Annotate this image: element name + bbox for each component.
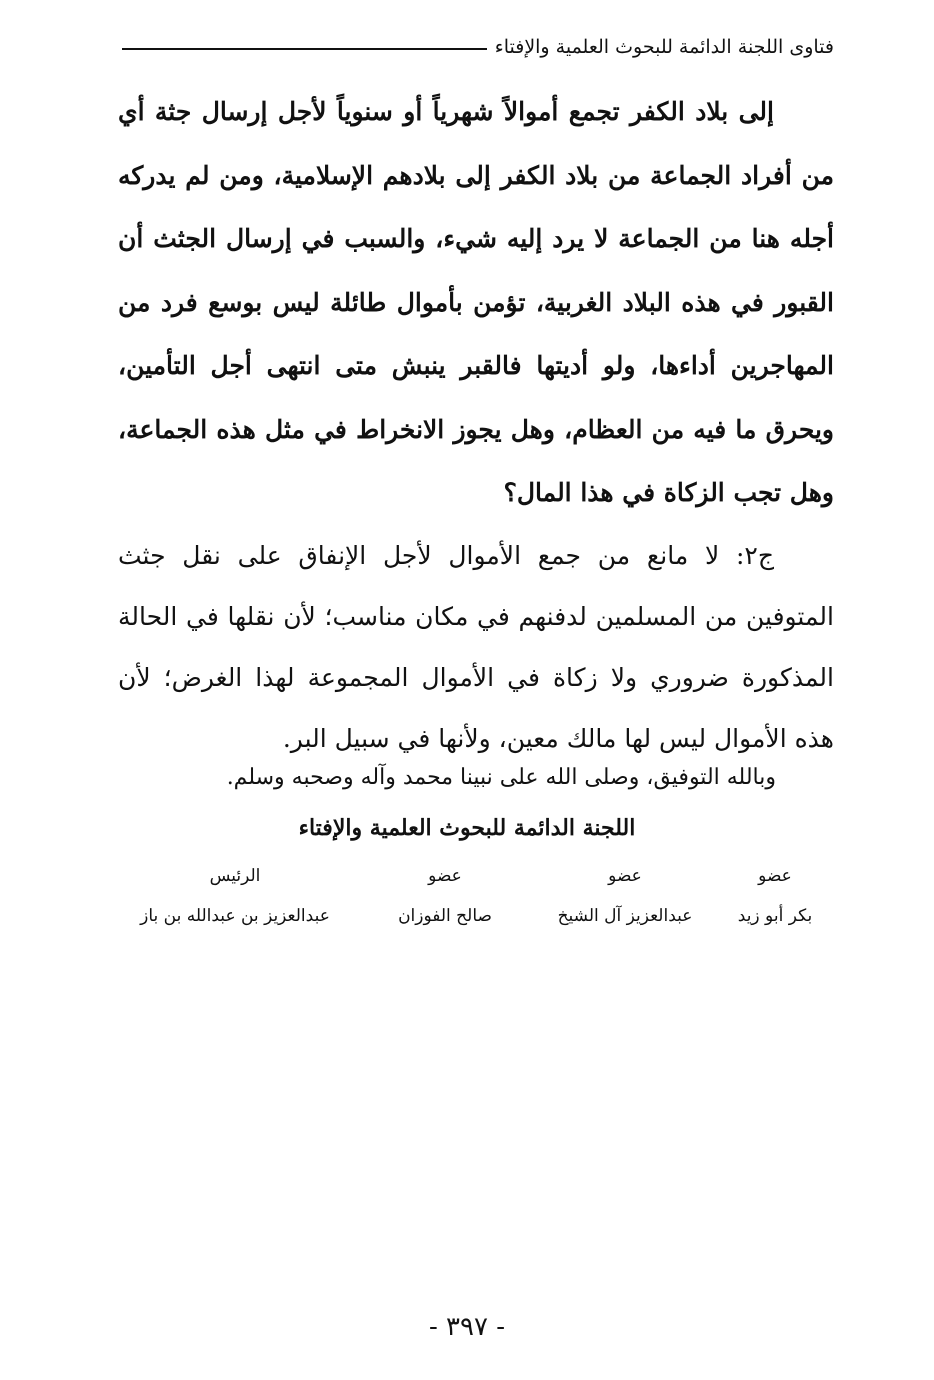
committee-name: اللجنة الدائمة للبحوث العلمية والإفتاء: [298, 815, 636, 841]
signatory-name: عبدالعزيز آل الشيخ: [557, 906, 693, 926]
signatory-role: عضو: [428, 866, 462, 886]
closing-prayer: وبالله التوفيق، وصلى الله على نبينا محمد وآله وصحبه وسلم.: [226, 765, 776, 790]
signatory-names: [130, 906, 820, 926]
question-text: إلى بلاد الكفر تجمع أموالاً شهرياً أو سنوياً لأجل إرسال جثة أي من أفراد الجماعة من بلاد الكفر إلى بلادهم الإسلامية، ومن لم يدركه أجله هنا من الجماعة لا يرد إليه شيء، والسبب في إرسال الجثث أن القبور في هذه البلاد الغربية، تؤمن بأموال طائلة ليس بوسع فرد من المهاجرين أداءها، ولو أديتها فالقبر ينبش متى انتهى أجل التأمين، ويحرق ما فيه من العظام، وهل يجوز الانخراط في مثل هذه الجماعة، وهل تجب الزكاة في هذا المال؟: [118, 97, 834, 507]
signatory-name: عبدالعزيز بن عبدالله بن باز: [140, 906, 330, 926]
signatory-name: صالح الفوزان: [398, 906, 492, 926]
signatory-name: بكر أبو زيد: [737, 906, 813, 926]
running-header: [122, 30, 834, 64]
signatory-role: عضو: [608, 866, 642, 886]
header-rule: [122, 48, 487, 50]
signatory-roles: [130, 866, 820, 886]
signatory-role: الرئيس: [209, 866, 261, 886]
header-title: فتاوى اللجنة الدائمة للبحوث العلمية والإفتاء: [494, 36, 834, 58]
page-number: - ٣٩٧ -: [428, 1312, 506, 1342]
signatory-role: عضو: [758, 866, 792, 886]
answer-text: ج٢: لا مانع من جمع الأموال لأجل الإنفاق على نقل جثث المتوفين من المسلمين لدفنهم في مكان مناسب؛ لأن نقلها في الحالة المذكورة ضروري ولا زكاة في الأموال المجموعة لهذا الغرض؛ لأن هذه الأموال ليس لها مالك معين، ولأنها في سبيل البر.: [118, 540, 834, 753]
fatwa-body: [118, 80, 834, 769]
